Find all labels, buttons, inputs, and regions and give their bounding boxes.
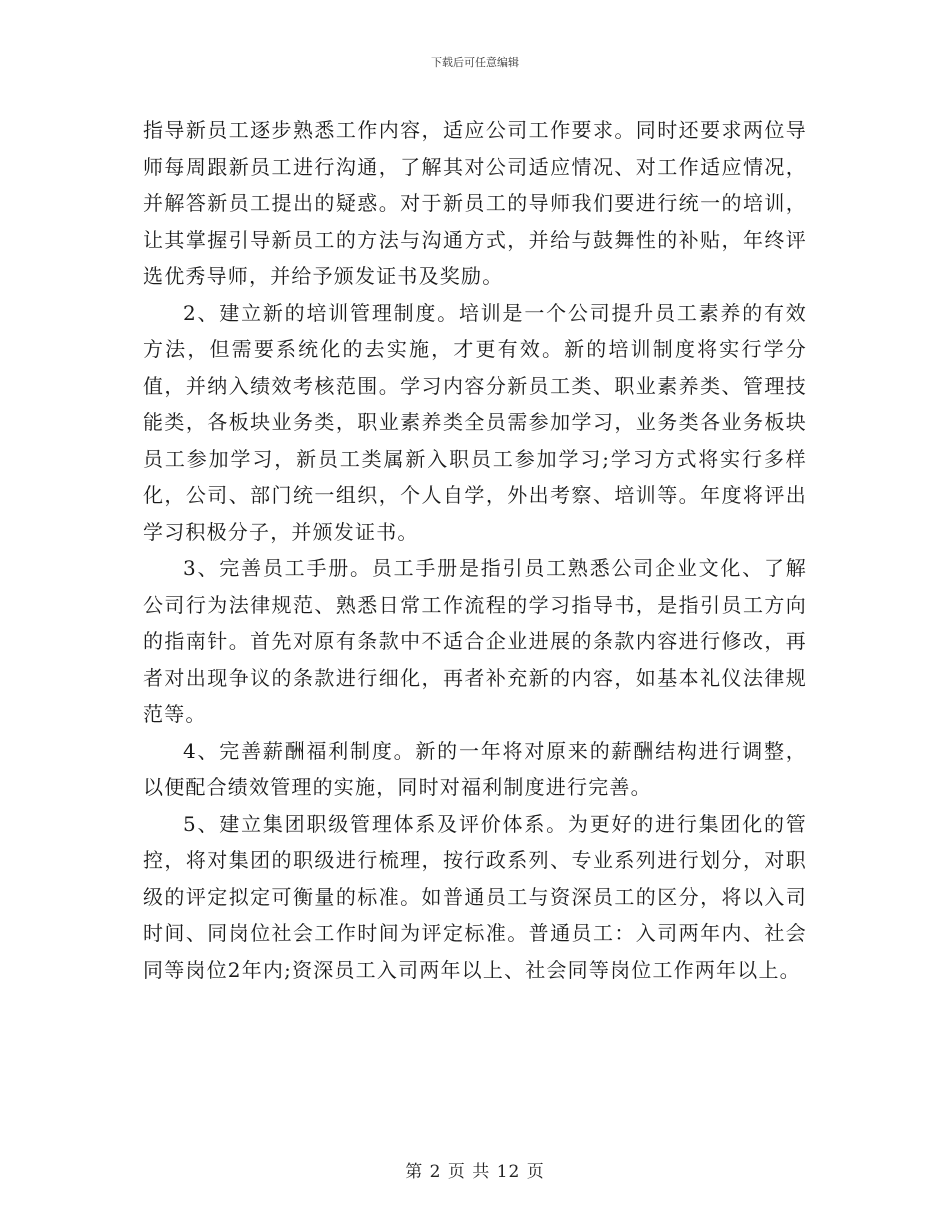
paragraph-rank-system: 5、建立集团职级管理体系及评价体系。为更好的进行集团化的管控，将对集团的职级进行梳理，按行政系列、专业系列进行划分，对职级的评定拟定可衡量的标准。如普通员工与资深员工的区分，将以入司时间、同岗位社会工作时间为评定标准。普通员工：入司两年内、社会同等岗位2年内;资深员工入司两年以上、社会同等岗位工作两年以上。 <box>143 811 807 982</box>
page-header: 下载后可任意编辑 <box>431 56 519 69</box>
paragraph-employee-handbook: 3、完善员工手册。员工手册是指引员工熟悉公司企业文化、了解公司行为法律规范、熟悉日常工作流程的学习指导书，是指引员工方向的指南针。首先对原有条款中不适合企业进展的条款内容进行修改，再者对出现争议的条款进行细化，再者补充新的内容，如基本礼仪法律规范等。 <box>143 556 807 726</box>
paragraph-mentor-continuation: 指导新员工逐步熟悉工作内容，适应公司工作要求。同时还要求两位导师每周跟新员工进行沟通，了解其对公司适应情况、对工作适应情况，并解答新员工提出的疑惑。对于新员工的导师我们要进行统一的培训，让其掌握引导新员工的方法与沟通方式，并给与鼓舞性的补贴，年终评选优秀导师，并给予颁发证书及奖励。 <box>143 118 807 288</box>
page-number: 第 2 页 共 12 页 <box>405 1162 545 1182</box>
paragraph-compensation: 4、完善薪酬福利制度。新的一年将对原来的薪酬结构进行调整，以便配合绩效管理的实施，同时对福利制度进行完善。 <box>143 738 807 799</box>
document-body <box>143 112 807 988</box>
paragraph-training-system: 2、建立新的培训管理制度。培训是一个公司提升员工素养的有效方法，但需要系统化的去实施，才更有效。新的培训制度将实行学分值，并纳入绩效考核范围。学习内容分新员工类、职业素养类、管理技能类，各板块业务类，职业素养类全员需参加学习，业务类各业务板块员工参加学习，新员工类属新入职员工参加学习;学习方式将实行多样化，公司、部门统一组织，个人自学，外出考察、培训等。年度将评出学习积极分子，并颁发证书。 <box>143 300 807 544</box>
